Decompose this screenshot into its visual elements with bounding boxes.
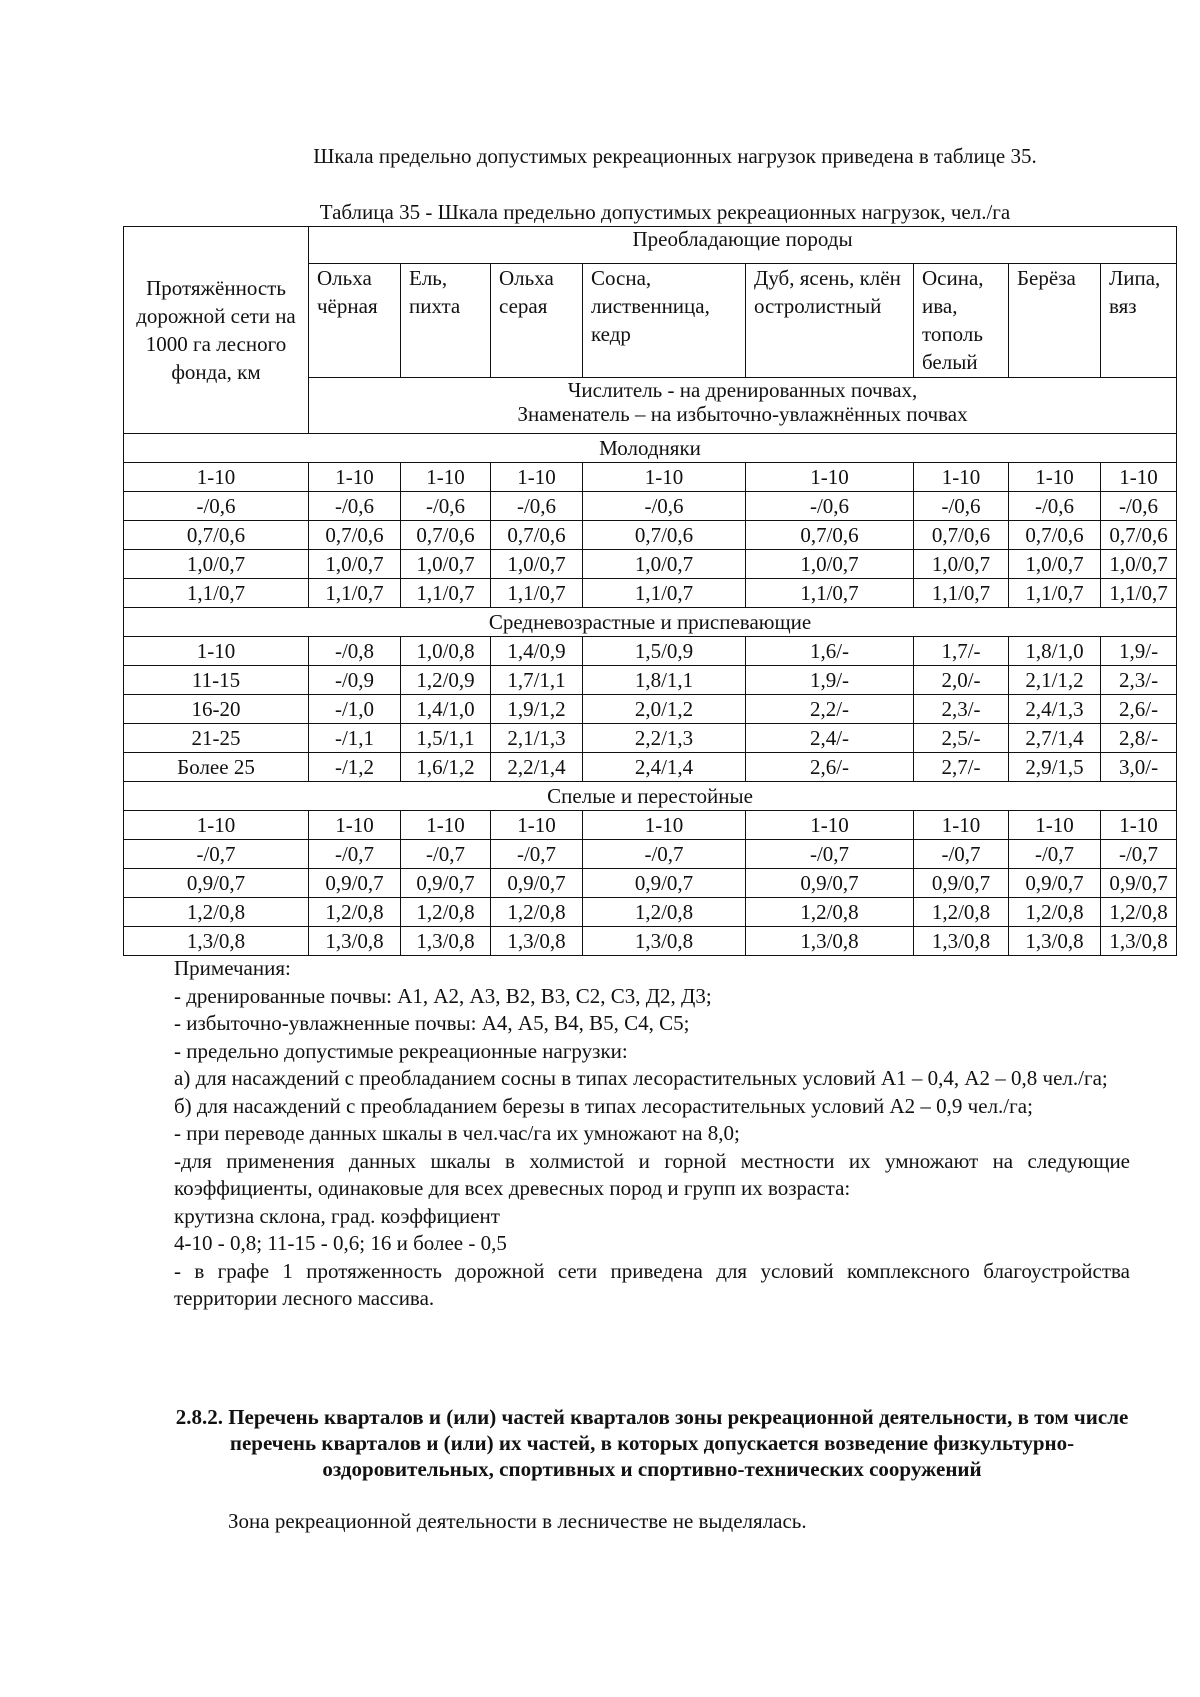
table-row [124,521,1177,550]
section-heading: 2.8.2. Перечень кварталов и (или) частей кварталов зоны рекреационной деятельности, в том числе перечень кварталов и (или) их частей, в которых допускается возведение физкультурно-оздоровительных, спортивных и спортивно-технических сооружений [175,1405,1129,1481]
recreation-load-table [123,226,1177,956]
road-network-cell: 21-25 [124,724,309,753]
load-value-cell: 0,9/0,7 [746,869,914,898]
load-value-cell: 2,2/1,3 [583,724,746,753]
note-line: Примечания: [174,956,291,980]
load-value-cell: 1-10 [401,811,491,840]
road-network-cell: 1-10 [124,811,309,840]
road-network-cell: 0,9/0,7 [124,869,309,898]
table-row [124,898,1177,927]
load-value-cell: 3,0/- [1101,753,1177,782]
load-value-cell: 1-10 [583,811,746,840]
load-value-cell: 1,4/1,0 [401,695,491,724]
species-header: Сосна, лиственница, кедр [583,264,746,378]
road-network-cell: -/0,6 [124,492,309,521]
load-value-cell: 1,9/1,2 [491,695,583,724]
load-value-cell: -/0,7 [583,840,746,869]
load-value-cell: 1-10 [401,463,491,492]
load-value-cell: -/1,1 [309,724,401,753]
notes-block [174,955,1130,1313]
load-value-cell: 0,7/0,6 [583,521,746,550]
load-value-cell: 0,7/0,6 [1101,521,1177,550]
road-network-cell: 11-15 [124,666,309,695]
road-network-cell: 0,7/0,6 [124,521,309,550]
load-value-cell: 1,9/- [746,666,914,695]
load-value-cell: 2,3/- [914,695,1009,724]
load-value-cell: 0,9/0,7 [401,869,491,898]
table-row [124,637,1177,666]
load-value-cell: 1,2/0,9 [401,666,491,695]
load-value-cell: -/0,6 [583,492,746,521]
load-value-cell: 2,2/1,4 [491,753,583,782]
load-value-cell: -/0,7 [914,840,1009,869]
load-value-cell: -/1,0 [309,695,401,724]
load-value-cell: 1-10 [1009,463,1101,492]
load-value-cell: 1,5/1,1 [401,724,491,753]
load-value-cell: 1,3/0,8 [914,927,1009,956]
load-value-cell: 1,2/0,8 [491,898,583,927]
load-value-cell: 1,1/0,7 [1101,579,1177,608]
note-line: - в графе 1 протяженность дорожной сети приведена для условий комплексного благоустройства территории лесного массива. [174,1258,1130,1310]
species-header: Ольха чёрная [309,264,401,378]
load-value-cell: 1,6/1,2 [401,753,491,782]
load-value-cell: 1,3/0,8 [1101,927,1177,956]
load-value-cell: -/0,8 [309,637,401,666]
load-value-cell: 1-10 [491,811,583,840]
load-value-cell: 2,9/1,5 [1009,753,1101,782]
load-value-cell: 1-10 [914,811,1009,840]
load-value-cell: -/0,6 [914,492,1009,521]
load-value-cell: 0,9/0,7 [491,869,583,898]
note-line: - при переводе данных шкалы в чел.час/га их умножают на 8,0; [174,1121,740,1145]
note-line: крутизна склона, град. коэффициент [174,1203,500,1228]
table-row [124,492,1177,521]
load-value-cell: 1,2/0,8 [583,898,746,927]
load-value-cell: 1,2/0,8 [401,898,491,927]
table-row [124,579,1177,608]
load-value-cell: 1,1/0,7 [401,579,491,608]
table-row [124,869,1177,898]
load-value-cell: 1,3/0,8 [309,927,401,956]
table-row [124,666,1177,695]
load-value-cell: 1,1/0,7 [1009,579,1101,608]
note-line: а) для насаждений с преобладанием сосны в типах лесорастительных условий А1 – 0,4, А2 – 0,8 чел./га; [174,1066,1108,1090]
numerator-note: Числитель - на дренированных почвах, [567,378,918,402]
road-network-cell: 1,3/0,8 [124,927,309,956]
load-value-cell: 1,3/0,8 [1009,927,1101,956]
denominator-note: Знаменатель – на избыточно-увлажнённых почвах [517,402,968,426]
load-value-cell: 1,0/0,7 [309,550,401,579]
load-value-cell: 1,8/1,1 [583,666,746,695]
load-value-cell: 0,7/0,6 [746,521,914,550]
note-line: - предельно допустимые рекреационные нагрузки: [174,1038,628,1063]
age-group-header: Молодняки [124,434,1177,463]
note-line: 4-10 - 0,8; 11-15 - 0,6; 16 и более - 0,5 [174,1231,507,1255]
load-value-cell: 2,3/- [1101,666,1177,695]
load-value-cell: 1-10 [1101,463,1177,492]
road-network-cell: Более 25 [124,753,309,782]
load-value-cell: 1,0/0,7 [1101,550,1177,579]
load-value-cell: 0,7/0,6 [309,521,401,550]
load-value-cell: 1,0/0,7 [914,550,1009,579]
load-value-cell: 2,0/- [914,666,1009,695]
load-value-cell: -/0,6 [1009,492,1101,521]
load-value-cell: 1-10 [309,811,401,840]
road-network-cell: 1,1/0,7 [124,579,309,608]
load-value-cell: 2,4/1,4 [583,753,746,782]
load-value-cell: 2,7/1,4 [1009,724,1101,753]
table-row [124,811,1177,840]
load-value-cell: 1,2/0,8 [1009,898,1101,927]
load-value-cell: 1-10 [583,463,746,492]
load-value-cell: 1,0/0,7 [1009,550,1101,579]
intro-text: Шкала предельно допустимых рекреационных нагрузок приведена в таблице 35. [313,144,1037,168]
load-value-cell: 1,0/0,8 [401,637,491,666]
load-value-cell: -/0,7 [1101,840,1177,869]
load-value-cell: 1,1/0,7 [914,579,1009,608]
load-value-cell: 1,2/0,8 [309,898,401,927]
load-value-cell: -/0,6 [309,492,401,521]
road-network-cell: 1-10 [124,463,309,492]
load-value-cell: -/0,6 [1101,492,1177,521]
load-value-cell: -/0,7 [309,840,401,869]
road-network-cell: 16-20 [124,695,309,724]
group-header-species: Преобладающие породы [309,227,1177,264]
load-value-cell: 1,0/0,7 [746,550,914,579]
load-value-cell: 1,3/0,8 [583,927,746,956]
load-value-cell: 1,0/0,7 [583,550,746,579]
load-value-cell: 1-10 [1009,811,1101,840]
load-value-cell: 1,7/- [914,637,1009,666]
table-row [124,927,1177,956]
load-value-cell: -/0,9 [309,666,401,695]
species-header: Липа, вяз [1101,264,1177,378]
load-value-cell: 2,6/- [746,753,914,782]
load-value-cell: -/0,7 [746,840,914,869]
row-header-road-network: Протяжённость дорожной сети на 1000 га лесного фонда, км [124,227,309,434]
note-line: - дренированные почвы: А1, А2, А3, В2, В3, С2, С3, Д2, Д3; [174,983,712,1008]
load-value-cell: 1,3/0,8 [491,927,583,956]
load-value-cell: 1-10 [746,463,914,492]
load-value-cell: 1,1/0,7 [309,579,401,608]
table-row [124,695,1177,724]
load-value-cell: 0,7/0,6 [401,521,491,550]
note-line: - избыточно-увлажненные почвы: А4, А5, В4, В5, С4, С5; [174,1011,690,1035]
species-header: Берёза [1009,264,1101,378]
load-value-cell: 1,1/0,7 [746,579,914,608]
load-value-cell: 2,2/- [746,695,914,724]
load-value-cell: 2,0/1,2 [583,695,746,724]
load-value-cell: 2,4/- [746,724,914,753]
table-row [124,724,1177,753]
load-value-cell: 2,1/1,2 [1009,666,1101,695]
species-header: Ольха серая [491,264,583,378]
load-value-cell: 1,2/0,8 [914,898,1009,927]
table-row [124,753,1177,782]
load-value-cell: 1,8/1,0 [1009,637,1101,666]
load-value-cell: 1-10 [1101,811,1177,840]
load-value-cell: 2,6/- [1101,695,1177,724]
load-value-cell: 1,6/- [746,637,914,666]
table-row [124,840,1177,869]
load-value-cell: 0,9/0,7 [1101,869,1177,898]
load-value-cell: 2,7/- [914,753,1009,782]
load-value-cell: 1,3/0,8 [746,927,914,956]
load-value-cell: 1,3/0,8 [401,927,491,956]
load-value-cell: 2,4/1,3 [1009,695,1101,724]
load-value-cell: 1-10 [309,463,401,492]
load-value-cell: 1,2/0,8 [746,898,914,927]
load-value-cell: 1,1/0,7 [491,579,583,608]
section-text: Зона рекреационной деятельности в лесничестве не выделялась. [228,1509,807,1533]
note-line: -для применения данных шкалы в холмистой и горной местности их умножают на следующие коэффициенты, одинаковые для всех древесных пород и групп их возраста: [174,1148,1130,1200]
road-network-cell: 1,2/0,8 [124,898,309,927]
load-value-cell: -/0,7 [491,840,583,869]
road-network-cell: 1-10 [124,637,309,666]
load-value-cell: 1,5/0,9 [583,637,746,666]
load-value-cell: 0,9/0,7 [309,869,401,898]
age-group-header: Средневозрастные и приспевающие [124,608,1177,637]
table-row [124,463,1177,492]
species-header: Дуб, ясень, клён остролистный [746,264,914,378]
load-value-cell: 1,7/1,1 [491,666,583,695]
note-line: б) для насаждений с преобладанием березы в типах лесорастительных условий А2 – 0,9 чел./га; [174,1093,1033,1118]
species-header: Осина, ива, тополь белый [914,264,1009,378]
age-group-header: Спелые и перестойные [124,782,1177,811]
load-value-cell: 0,9/0,7 [1009,869,1101,898]
load-value-cell: 2,5/- [914,724,1009,753]
table-caption: Таблица 35 - Шкала предельно допустимых рекреационных нагрузок, чел./га [319,200,1011,224]
load-value-cell: 2,8/- [1101,724,1177,753]
load-value-cell: 0,7/0,6 [914,521,1009,550]
load-value-cell: -/0,6 [401,492,491,521]
road-network-cell: -/0,7 [124,840,309,869]
load-value-cell: -/0,6 [746,492,914,521]
load-value-cell: 0,9/0,7 [914,869,1009,898]
load-value-cell: -/1,2 [309,753,401,782]
load-value-cell: 1,1/0,7 [583,579,746,608]
road-network-cell: 1,0/0,7 [124,550,309,579]
load-value-cell: 0,7/0,6 [491,521,583,550]
load-value-cell: 0,7/0,6 [1009,521,1101,550]
load-value-cell: 1,4/0,9 [491,637,583,666]
load-value-cell: 1-10 [491,463,583,492]
load-value-cell: 0,9/0,7 [583,869,746,898]
table-row [124,550,1177,579]
load-value-cell: 1,0/0,7 [491,550,583,579]
load-value-cell: 2,1/1,3 [491,724,583,753]
species-header: Ель, пихта [401,264,491,378]
load-value-cell: 1-10 [746,811,914,840]
load-value-cell: 1-10 [914,463,1009,492]
load-value-cell: -/0,7 [1009,840,1101,869]
load-value-cell: 1,9/- [1101,637,1177,666]
fraction-legend [309,378,1177,434]
load-value-cell: 1,0/0,7 [401,550,491,579]
load-value-cell: 1,2/0,8 [1101,898,1177,927]
load-value-cell: -/0,7 [401,840,491,869]
load-value-cell: -/0,6 [491,492,583,521]
